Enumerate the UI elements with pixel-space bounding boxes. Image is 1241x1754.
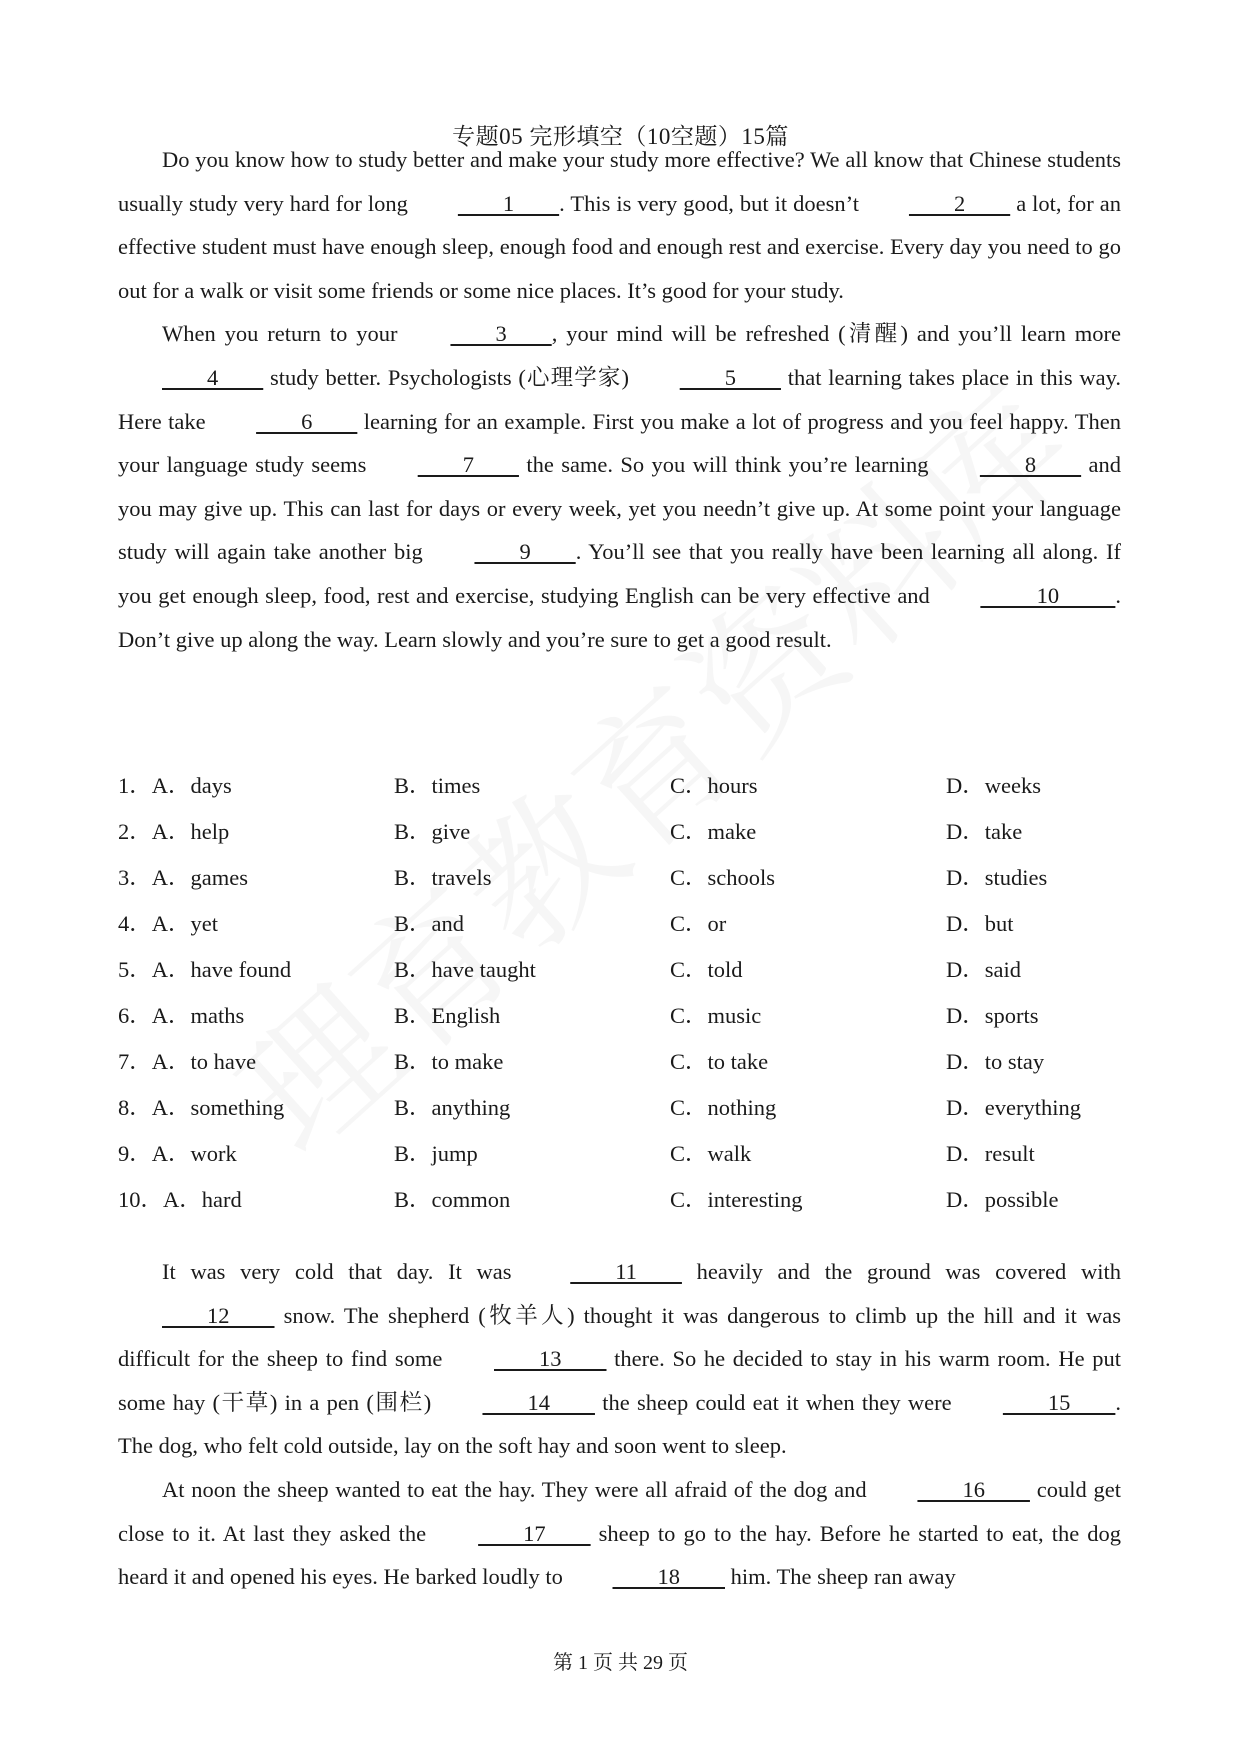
answer-blank: 4 [162, 364, 264, 390]
answer-blank: 12 [162, 1302, 275, 1328]
option-choice: C．schools [670, 865, 776, 890]
answer-blank: 1 [457, 190, 560, 216]
option-choice: B．have taught [394, 957, 536, 982]
option-choice: 4．A．yet [118, 911, 218, 936]
option-choice: D．everything [946, 1095, 1081, 1120]
passage-2 [118, 1250, 1121, 1599]
option-choice: D．possible [946, 1187, 1059, 1212]
passage-1 [118, 138, 1121, 661]
option-choice: 1．A．days [118, 773, 232, 798]
answer-blank: 7 [417, 452, 519, 478]
passage-1-paragraph-2: When you return to your 3 , your mind will be refreshed (清醒) and you’ll learn more 4 study better. Psychologists (心理学家) 5 that learning takes place in this way. Here take 6 learning for an example. First you make a lot of progress and you feel happy. Then your language study seems 7 the same. So you will think you’re learning 8 and you may give up. This can last for days or every week, yet you needn’t give up. At some point your language study will again take another big 9 . You’ll see that you really have been learning all along. If you get enough sleep, food, rest and exercise, studying English can be very effective and 10 . Don’t give up along the way. Learn slowly and you’re sure to get a good result. [118, 312, 1121, 661]
option-choice: C．make [670, 819, 757, 844]
option-choice: C．nothing [670, 1095, 777, 1120]
option-choice: D．said [946, 957, 1021, 982]
option-row [118, 1182, 1121, 1228]
option-choice: B．and [394, 911, 464, 936]
answer-blank: 9 [474, 539, 576, 565]
option-choice: B．anything [394, 1095, 511, 1120]
page-footer: 第 1 页 共 29 页 [553, 1652, 688, 1674]
option-choice: C．hours [670, 773, 758, 798]
answer-blank: 13 [494, 1346, 607, 1372]
answer-blank: 6 [256, 408, 358, 434]
option-choice: 10．A．hard [118, 1187, 242, 1212]
option-choice: C．to take [670, 1049, 769, 1074]
answer-blank: 3 [450, 321, 552, 347]
option-choice: B．common [394, 1187, 511, 1212]
option-choice: D．to stay [946, 1049, 1045, 1074]
option-choice: D．result [946, 1141, 1035, 1166]
passage-2-paragraph-2: At noon the sheep wanted to eat the hay. They were all afraid of the dog and 16 could get close to it. At last they asked the 17 sheep to go to the hay. Before he started to eat, the dog heard it and opened his eyes. He barked loudly to 18 him. The sheep ran away [118, 1468, 1121, 1599]
option-choice: B．to make [394, 1049, 504, 1074]
option-choice: B．travels [394, 865, 492, 890]
option-choice: B．jump [394, 1141, 478, 1166]
option-choice: C．walk [670, 1141, 752, 1166]
option-row [118, 906, 1121, 952]
option-row [118, 1090, 1121, 1136]
answer-blank: 15 [1002, 1389, 1116, 1415]
answer-blank: 8 [979, 452, 1082, 478]
option-choice: D．weeks [946, 773, 1041, 798]
option-choice: D．sports [946, 1003, 1039, 1028]
answer-blank: 10 [980, 582, 1116, 608]
option-choice: D．but [946, 911, 1014, 936]
answer-blank: 5 [679, 364, 781, 390]
option-choice: 6．A．maths [118, 1003, 245, 1028]
passage-1-paragraph-1: Do you know how to study better and make your study more effective? We all know that Chinese students usually study very hard for long 1 . This is very good, but it doesn’t 2 a lot, for an effective student must have enough sleep, enough food and enough rest and exercise. Every day you need to go out for a walk or visit some friends or some nice places. It’s good for your study. [118, 147, 1121, 303]
option-row [118, 952, 1121, 998]
answer-blank: 17 [478, 1520, 591, 1546]
option-choice: B．times [394, 773, 481, 798]
option-choice: D．studies [946, 865, 1048, 890]
option-choice: 9．A．work [118, 1141, 237, 1166]
option-row [118, 860, 1121, 906]
option-choice: C．told [670, 957, 743, 982]
option-choice: D．take [946, 819, 1023, 844]
option-row [118, 1044, 1121, 1090]
option-row [118, 998, 1121, 1044]
answer-blank: 18 [612, 1564, 725, 1590]
option-choice: B．English [394, 1003, 501, 1028]
answer-blank: 14 [482, 1389, 595, 1415]
option-choice: 3．A．games [118, 865, 248, 890]
answer-blank: 2 [908, 190, 1011, 216]
option-choice: 5．A．have found [118, 957, 292, 982]
option-row [118, 1136, 1121, 1182]
option-choice: 7．A．to have [118, 1049, 257, 1074]
option-choice: B．give [394, 819, 471, 844]
option-choice: 2．A．help [118, 819, 230, 844]
answer-blank: 11 [570, 1259, 682, 1284]
page-title: 专题05 完形填空（10空题）15篇 [452, 124, 789, 149]
option-row [118, 768, 1121, 814]
answer-options [118, 768, 1121, 1228]
option-choice: C．music [670, 1003, 762, 1028]
option-choice: 8．A．something [118, 1095, 285, 1120]
option-row [118, 814, 1121, 860]
answer-blank: 16 [917, 1476, 1030, 1502]
passage-2-paragraph-1: It was very cold that day. It was 11 heavily and the ground was covered with 12 snow. The shepherd (牧羊人) thought it was dangerous to climb up the hill and it was difficult for the sheep to find some 13 there. So he decided to stay in his warm room. He put some hay (干草) in a pen (围栏) 14 the sheep could eat it when they were 15 . The dog, who felt cold outside, lay on the soft hay and soon went to sleep. [118, 1250, 1121, 1468]
option-choice: C．interesting [670, 1187, 803, 1212]
option-choice: C．or [670, 911, 727, 936]
